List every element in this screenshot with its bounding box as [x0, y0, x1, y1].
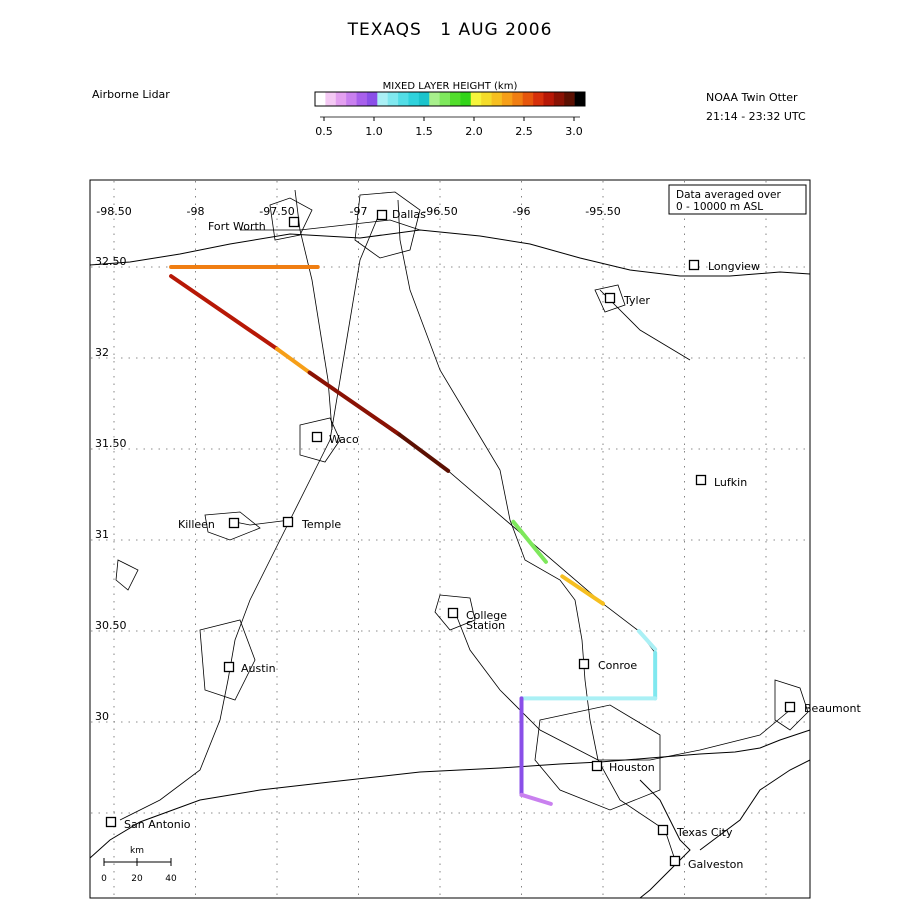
latitude-label: 30.50 — [95, 619, 127, 632]
colorbar-swatch — [533, 92, 544, 106]
city-marker-conroe — [580, 660, 589, 669]
city-marker-college — [449, 609, 458, 618]
colorbar-swatch — [492, 92, 503, 106]
colorbar-swatch — [502, 92, 513, 106]
scale-bar-unit: km — [130, 846, 144, 856]
colorbar-swatch — [377, 92, 388, 106]
city-marker-san-antonio — [107, 818, 116, 827]
colorbar-swatch — [398, 92, 409, 106]
city-label-lufkin: Lufkin — [714, 476, 748, 489]
city-marker-galveston — [671, 857, 680, 866]
instrument-label: Airborne Lidar — [92, 88, 170, 101]
colorbar-tick-label: 3.0 — [565, 125, 583, 138]
city-marker-dallas — [378, 211, 387, 220]
city-marker-tyler — [606, 294, 615, 303]
campaign-label: TEXAQS — [347, 20, 422, 40]
city-label-beaumont: Beaumont — [804, 702, 861, 715]
city-label-houston: Houston — [609, 761, 655, 774]
longitude-label: -98.50 — [96, 205, 132, 218]
longitude-label: -96.50 — [422, 205, 458, 218]
city-label-dallas: Dallas — [392, 208, 426, 221]
scale-tick-0: 0 — [101, 874, 107, 884]
city-label-killeen: Killeen — [178, 518, 215, 531]
latitude-label: 30 — [95, 710, 109, 723]
colorbar-swatch — [367, 92, 378, 106]
colorbar-swatch — [408, 92, 419, 106]
colorbar-swatch — [429, 92, 440, 106]
map-frame — [90, 180, 810, 898]
city-label-waco: Waco — [329, 433, 359, 446]
note-line-1: Data averaged over — [676, 189, 781, 201]
city-marker-temple — [284, 518, 293, 527]
longitude-label: -97 — [349, 205, 368, 218]
colorbar-swatch — [388, 92, 399, 106]
city-marker-texas-city — [659, 826, 668, 835]
city-marker-waco — [313, 433, 322, 442]
note-line-2: 0 - 10000 m ASL — [676, 201, 764, 213]
colorbar-tick-label: 0.5 — [315, 125, 333, 138]
latitude-label: 31.50 — [95, 437, 127, 450]
city-label-tyler: Tyler — [624, 294, 650, 307]
colorbar-tick-label: 1.5 — [415, 125, 433, 138]
colorbar-swatch — [450, 92, 461, 106]
colorbar-swatch — [512, 92, 523, 106]
city-label-fort-worth: Fort Worth — [208, 220, 266, 233]
colorbar-swatch — [357, 92, 368, 106]
city-label-college: College — [466, 609, 508, 622]
scale-tick-20: 20 — [131, 874, 143, 884]
colorbar-swatch — [523, 92, 534, 106]
colorbar-swatch — [460, 92, 471, 106]
latitude-label: 32.50 — [95, 255, 127, 268]
city-label-temple: Temple — [302, 518, 342, 531]
latitude-label: 32 — [95, 346, 109, 359]
colorbar-swatch — [440, 92, 451, 106]
colorbar-swatch — [336, 92, 347, 106]
colorbar-swatch — [481, 92, 492, 106]
city-marker-beaumont — [786, 703, 795, 712]
averaging-note — [669, 185, 806, 214]
city-marker-lufkin — [697, 476, 706, 485]
city-label-austin: Austin — [241, 662, 276, 675]
date-label: 1 AUG 2006 — [440, 20, 553, 40]
city-marker-longview — [690, 261, 699, 270]
colorbar-swatch — [543, 92, 554, 106]
city-marker-fort-worth — [290, 218, 299, 227]
longitude-label: -97.50 — [259, 205, 295, 218]
longitude-label: -95.50 — [585, 205, 621, 218]
city-label-galveston: Galveston — [688, 858, 744, 871]
colorbar-tick-label: 2.5 — [515, 125, 533, 138]
colorbar-swatch — [471, 92, 482, 106]
city-label-longview: Longview — [708, 260, 760, 273]
longitude-label: -96 — [512, 205, 531, 218]
colorbar-tick-label: 2.0 — [465, 125, 483, 138]
colorbar-swatch — [575, 92, 586, 106]
colorbar-swatch — [419, 92, 430, 106]
colorbar-swatch — [346, 92, 357, 106]
colorbar-tick-label: 1.0 — [365, 125, 383, 138]
city-marker-houston — [593, 762, 602, 771]
scale-tick-40: 40 — [165, 874, 177, 884]
colorbar-title: MIXED LAYER HEIGHT (km) — [382, 81, 518, 92]
city-label-station: Station — [466, 619, 506, 632]
colorbar-swatch — [315, 92, 326, 106]
colorbar — [315, 81, 585, 138]
city-label-san-antonio: San Antonio — [124, 818, 191, 831]
city-marker-killeen — [230, 519, 239, 528]
time-range-label: 21:14 - 23:32 UTC — [706, 110, 806, 123]
city-label-texas-city: Texas City — [677, 826, 733, 839]
city-marker-austin — [225, 663, 234, 672]
colorbar-swatch — [564, 92, 575, 106]
longitude-label: -98 — [186, 205, 205, 218]
colorbar-swatch — [554, 92, 565, 106]
colorbar-swatch — [325, 92, 336, 106]
city-label-conroe: Conroe — [598, 659, 638, 672]
aircraft-label: NOAA Twin Otter — [706, 91, 798, 104]
latitude-label: 31 — [95, 528, 109, 541]
